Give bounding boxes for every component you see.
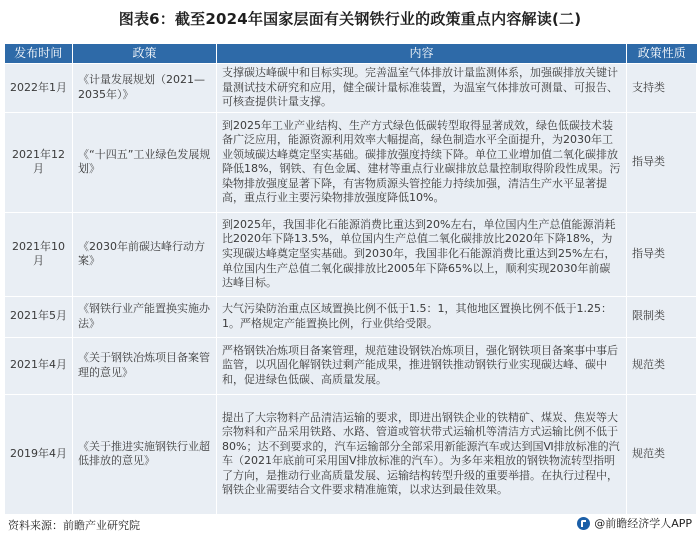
row-policy: 《钢铁行业产能置换实施办法》 xyxy=(73,296,217,337)
header-policy: 政策 xyxy=(73,44,217,64)
header-date: 发布时间 xyxy=(5,44,73,64)
row-policy: 《计量发展规划（2021—2035年）》 xyxy=(73,64,217,113)
row-type: 限制类 xyxy=(627,296,697,337)
header-type: 政策性质 xyxy=(627,44,697,64)
brand-watermark xyxy=(577,515,692,531)
row-policy: 《关于推进实施钢铁行业超低排放的意见》 xyxy=(73,394,217,514)
row-date: 2021年12月 xyxy=(5,112,73,212)
table-row xyxy=(5,212,697,296)
policy-table xyxy=(4,44,697,515)
row-policy: 《“十四五”工业绿色发展规划》 xyxy=(73,112,217,212)
row-type: 指导类 xyxy=(627,212,697,296)
row-type: 规范类 xyxy=(627,394,697,514)
qianzhan-logo-icon xyxy=(577,517,590,530)
table-row xyxy=(5,64,697,113)
table-header-row xyxy=(5,44,697,64)
row-date: 2021年5月 xyxy=(5,296,73,337)
row-date: 2022年1月 xyxy=(5,64,73,113)
row-date: 2021年10月 xyxy=(5,212,73,296)
row-content: 提出了大宗物料产品清洁运输的要求，即进出钢铁企业的铁精矿、煤炭、焦炭等大宗物料和产品采用铁路、水路、管道或管状带式运输机等清洁方式运输比例不低于80%；达不到要求的，汽车运输部分全部采用新能源汽车或达到国Ⅵ排放标准的汽车（2021年底前可采用国Ⅴ排放标准的汽车）。为多年来粗放的钢铁物流转型指明了方向，是推动行业高质量发展、运输结构转型升级的重要举措。在执行过程中，钢铁企业需要结合文件要求精准施策，以求达到最佳效果。 xyxy=(217,394,627,514)
row-type: 指导类 xyxy=(627,112,697,212)
row-content: 严格钢铁冶炼项目备案管理，规范建设钢铁冶炼项目，强化钢铁项目备案事中事后监管，以巩固化解钢铁过剩产能成果，推进钢铁推动钢铁行业实现碳达峰、碳中和，促进绿色低碳、高质量发展。 xyxy=(217,337,627,394)
table-row xyxy=(5,296,697,337)
row-content: 大气污染防治重点区域置换比例不低于1.5：1，其他地区置换比例不低于1.25：1。严格规定产能置换比例，行业供给受限。 xyxy=(217,296,627,337)
row-date: 2019年4月 xyxy=(5,394,73,514)
table-row xyxy=(5,112,697,212)
row-type: 规范类 xyxy=(627,337,697,394)
brand-label: @前瞻经济学人APP xyxy=(594,517,692,530)
row-date: 2021年4月 xyxy=(5,337,73,394)
row-content: 到2025年，我国非化石能源消费比重达到20%左右，单位国内生产总值能源消耗比2020年下降13.5%，单位国内生产总值二氧化碳排放比2020年下降18%，为实现碳达峰奠定坚实基础。到2030年，我国非化石能源消费比重达到25%左右，单位国内生产总值二氧化碳排放比2005年下降65%以上，顺利实现2030年前碳达峰目标。 xyxy=(217,212,627,296)
table-row xyxy=(5,337,697,394)
source-note: 资料来源：前瞻产业研究院 xyxy=(8,519,140,532)
header-content: 内容 xyxy=(217,44,627,64)
chart-title: 图表6：截至2024年国家层面有关钢铁行业的政策重点内容解读(二) xyxy=(118,10,582,28)
table-row xyxy=(5,394,697,514)
row-content: 支撑碳达峰碳中和目标实现。完善温室气体排放计量监测体系，加强碳排放关键计量测试技术研究和应用，健全碳计量标准装置，为温室气体排放可测量、可报告、可核查提供计量支撑。 xyxy=(217,64,627,113)
row-policy: 《2030年前碳达峰行动方案》 xyxy=(73,212,217,296)
row-content: 到2025年工业产业结构、生产方式绿色低碳转型取得显著成效，绿色低碳技术装备广泛应用，能源资源利用效率大幅提高，绿色制造水平全面提升，为2030年工业领域碳达峰奠定坚实基础。碳排放强度持续下降。单位工业增加值二氧化碳排放降低18%，钢铁、有色金属、建材等重点行业碳排放总量控制取得阶段性成果。污染物排放强度显著下降，有害物质源头管控能力持续加强，清洁生产水平显著提高，重点行业主要污染物排放强度降低10%。 xyxy=(217,112,627,212)
row-policy: 《关于钢铁冶炼项目备案管理的意见》 xyxy=(73,337,217,394)
row-type: 支持类 xyxy=(627,64,697,113)
